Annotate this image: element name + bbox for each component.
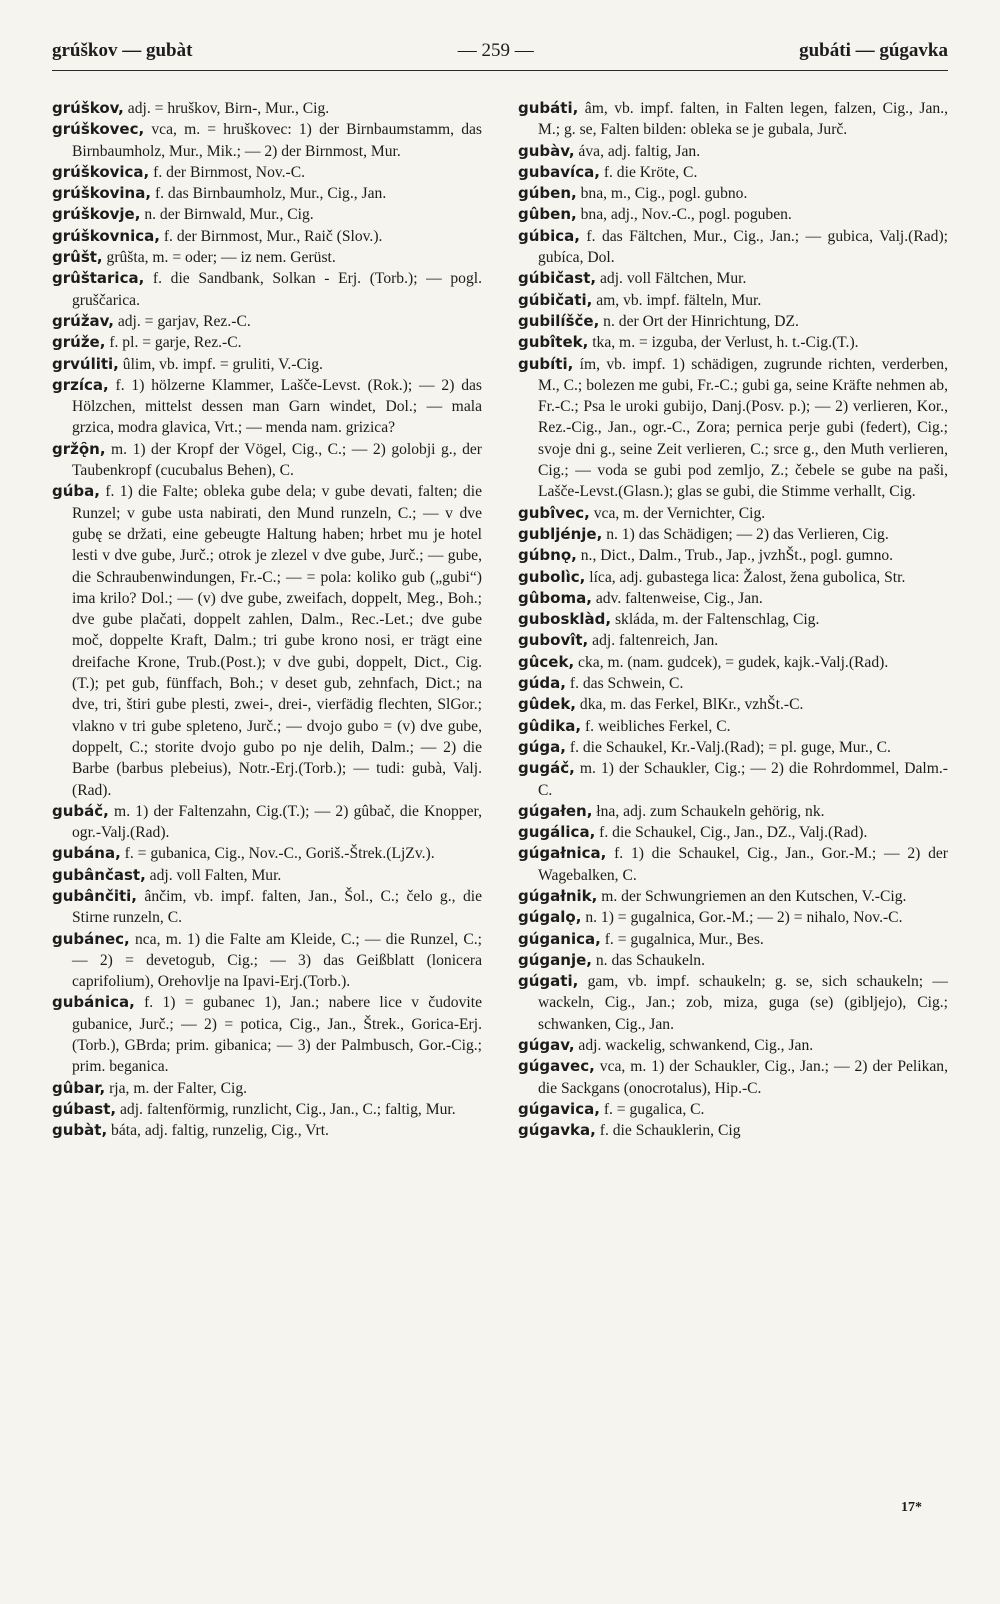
entry-definition: cka, m. (nam. gudcek), = gudek, kajk.-Valj.(Rad). (574, 653, 889, 671)
dictionary-entry (518, 311, 948, 332)
dictionary-entry (52, 268, 482, 311)
entry-definition: n., Dict., Dalm., Trub., Jap., jvzhŠt., pogl. gumno. (576, 547, 894, 565)
entry-headword: grzíca, (52, 375, 109, 394)
entry-definition: f. das Schwein, C. (565, 675, 684, 693)
dictionary-entry (52, 1120, 482, 1141)
entry-definition: f. 1) die Falte; obleka gube dela; v gube devati, falten; die Runzel; v gube usta nabirati, den Mund runzeln, C.; — v dve gubę se držati, eine gebeugte Haltung haben; hrbet mu je hotel lesti v dve gube, Jurč.; otrok je zlezel v dve gube, Jurč.; — gube, die Schraubenwindungen, Fr.-C.; — = pola: koliko gub („gubi“) ima krilo? Dol.; — (v) dve gube, zweifach, doppelt, Meg., Boh.; dve gube plačati, doppelt zahlen, Dalm., Rec.-Let.; dve gube moč, doppelte Kraft, Dalm.; tri gube krono nosi, er trägt eine dreifache Krone, Trub.(Post.); v dve gubi, doppelt, Dict., Cig.(T.); pet gub, fünffach, Boh.; v deset gub, zehnfach, Dict.; na dve, tri, štiri gube plesti, zwei-, drei-, vierfädig flechten, SlGor.; vlakno v tri gube spleteno, Jurč.; — dvojo gubo = (v) dve gube, doppelt, C.; storite dvojo gubo po nje delih, Dalm.; — 2) die Barbe (barbus plebeius), Notr.-Erj.(Torb.); — tudi: gubà, Valj.(Rad). (72, 483, 482, 799)
entry-definition: nca, m. 1) die Falte am Kleide, C.; — die Runzel, C.; — 2) = devetogub, Cig.; — 3) das Geißblatt (lonicera caprifolium), Orehovlje na Ipavi-Erj.(Torb.). (72, 930, 482, 991)
entry-headword: grúškovina, (52, 184, 152, 203)
dictionary-entry (518, 822, 948, 843)
entry-headword: gúgavec, (518, 1057, 595, 1076)
signature-mark: 17* (901, 1500, 922, 1515)
entry-definition: áva, adj. faltig, Jan. (574, 142, 701, 160)
entry-headword: grúškovica, (52, 162, 150, 181)
entry-headword: gúgałnik, (518, 886, 598, 905)
entry-headword: grúškovje, (52, 205, 141, 224)
entry-definition: f. 1) = gubanec 1), Jan.; nabere lice v čudovite gubanice, Jurč.; — 2) = potica, Cig., Jan., Štrek., Gorica-Erj.(Torb.), GBrda; prim. gibanica; — 3) der Palmbusch, Gor.-Cig.; prim. beganica. (72, 994, 482, 1076)
entry-definition: f. pl. = garje, Rez.-C. (105, 334, 242, 352)
entry-headword: gubosklàd, (518, 610, 612, 629)
entry-headword: grúškov, (52, 99, 124, 117)
dictionary-entry (518, 98, 948, 141)
entry-headword: gúganica, (518, 929, 601, 948)
entry-headword: gúgav, (518, 1036, 575, 1055)
dictionary-entry (518, 652, 948, 673)
entry-definition: vca, m. der Vernichter, Cig. (589, 504, 766, 522)
entry-headword: gúgalǫ, (518, 908, 582, 927)
entry-headword: gubàt, (52, 1121, 108, 1140)
entry-headword: gúbica, (518, 226, 581, 245)
entry-headword: gúgałnica, (518, 844, 607, 863)
entry-definition: f. 1) hölzerne Klammer, Lašče-Levst. (Rok.); — 2) das Hölzchen, mittelst dessen man Garn windet, Dol.; — mala grzica, modra glavica, Vrt.; — menda nam. grizica? (72, 376, 482, 437)
entry-headword: gubavíca, (518, 162, 600, 181)
entry-definition: m. 1) der Schaukler, Cig.; — 2) die Rohrdommel, Dalm.-C. (538, 760, 948, 799)
entry-definition: âm, vb. impf. falten, in Falten legen, falzen, Cig., Jan., M.; g. se, Falten bilden: obleka se je gubala, Jurč. (538, 100, 948, 139)
entry-headword: grûšt, (52, 248, 103, 267)
entry-headword: gugálica, (518, 823, 596, 842)
entry-definition: tka, m. = izguba, der Verlust, h. t.-Cig.(T.). (588, 334, 859, 352)
entry-headword: gúgavka, (518, 1121, 596, 1140)
entry-definition: dka, m. das Ferkel, BlKr., vzhŠt.-C. (576, 696, 804, 714)
entry-definition: rja, m. der Falter, Cig. (105, 1079, 248, 1097)
entry-definition: adj. faltenförmig, runzlicht, Cig., Jan., C.; faltig, Mur. (116, 1100, 456, 1118)
dictionary-entry (52, 843, 482, 864)
page-number: — 259 — (457, 40, 534, 61)
entry-headword: gubáč, (52, 801, 109, 820)
entry-headword: gúba, (52, 482, 100, 501)
dictionary-entry (52, 1078, 482, 1099)
entry-headword: grúžav, (52, 311, 114, 330)
entry-definition: f. die Sandbank, Solkan - Erj. (Torb.); — pogl. gruščarica. (72, 270, 482, 309)
entry-headword: gubàv, (518, 141, 575, 160)
entry-definition: f. = gugalica, C. (599, 1100, 705, 1118)
dictionary-entry (518, 588, 948, 609)
dictionary-entry (518, 801, 948, 822)
header-right-guide: gubáti — gúgavka (799, 40, 948, 61)
entry-headword: grúškovnica, (52, 226, 160, 245)
entry-definition: f. = gubanica, Cig., Nov.-C., Goriš.-Štrek.(LjZv.). (120, 845, 435, 863)
entry-headword: gubîtek, (518, 333, 589, 352)
right-column (518, 98, 948, 1142)
entry-definition: f. = gugalnica, Mur., Bes. (600, 930, 764, 948)
entry-definition: f. weibliches Ferkel, C. (581, 717, 731, 735)
dictionary-entry (518, 162, 948, 183)
dictionary-entry (518, 716, 948, 737)
entry-definition: n. der Birnwald, Mur., Cig. (140, 206, 314, 224)
entry-definition: łna, adj. zum Schaukeln gehörig, nk. (592, 802, 825, 820)
entry-definition: f. die Schaukel, Kr.-Valj.(Rad); = pl. guge, Mur., C. (565, 738, 891, 756)
dictionary-entry (52, 992, 482, 1077)
entry-headword: gúbičati, (518, 290, 593, 309)
entry-definition: n. 1) das Schädigen; — 2) das Verlieren, Cig. (602, 525, 889, 543)
entry-definition: adj. = garjav, Rez.-C. (113, 312, 251, 330)
dictionary-entry (518, 1056, 948, 1099)
entry-headword: gubolìc, (518, 567, 586, 586)
dictionary-entry (518, 1099, 948, 1120)
entry-headword: gugáč, (518, 759, 575, 778)
entry-headword: gúben, (518, 184, 577, 203)
entry-headword: gubânčast, (52, 865, 146, 884)
entry-headword: gûben, (518, 205, 577, 224)
dictionary-entry (52, 183, 482, 204)
entry-definition: f. die Kröte, C. (599, 163, 698, 181)
entry-definition: n. das Schaukeln. (591, 951, 706, 969)
entry-headword: grúškovec, (52, 120, 145, 139)
entry-definition: f. das Fältchen, Mur., Cig., Jan.; — gubica, Valj.(Rad); gubíca, Dol. (538, 227, 948, 267)
dictionary-entry (518, 290, 948, 311)
entry-headword: gubánec, (52, 929, 130, 948)
dictionary-entry (52, 226, 482, 247)
entry-definition: báta, adj. faltig, runzelig, Cig., Vrt. (107, 1122, 329, 1140)
entry-headword: gubîvec, (518, 503, 590, 522)
dictionary-entry (52, 375, 482, 439)
dictionary-entry (518, 567, 948, 588)
entry-headword: gúbnǫ, (518, 546, 577, 565)
entry-definition: gam, vb. impf. schaukeln; g. se, sich schaukeln; — wackeln, Cig., Jan.; zob, miza, guga (se) (gibljejo), Cig.; schwanken, Cig., Jan. (538, 973, 948, 1033)
entry-headword: gúda, (518, 674, 566, 693)
entry-definition: adj. = hruškov, Birn-, Mur., Cig. (123, 100, 330, 117)
dictionary-entry (518, 950, 948, 971)
entry-definition: bna, adj., Nov.-C., pogl. poguben. (576, 206, 792, 224)
entry-definition: ânčim, vb. impf. falten, Jan., Šol., C.; čelo g., die Stirne runzeln, C. (72, 887, 482, 927)
dictionary-entry (518, 354, 948, 503)
dictionary-entry (518, 332, 948, 353)
entry-definition: skláda, m. der Faltenschlag, Cig. (611, 611, 820, 629)
entry-headword: gúgavica, (518, 1099, 600, 1118)
dictionary-entry (52, 98, 482, 119)
entry-definition: adj. wackelig, schwankend, Cig., Jan. (574, 1037, 814, 1055)
dictionary-entry (518, 673, 948, 694)
dictionary-entry (52, 162, 482, 183)
dictionary-entry (52, 247, 482, 268)
dictionary-entry (518, 886, 948, 907)
dictionary-entry (518, 737, 948, 758)
entry-definition: f. der Birnmost, Nov.-C. (149, 163, 306, 181)
dictionary-entry (52, 481, 482, 800)
dictionary-entry (52, 311, 482, 332)
dictionary-entry (518, 929, 948, 950)
dictionary-entry (518, 1120, 948, 1141)
dictionary-entry (518, 1035, 948, 1056)
entry-definition: líca, adj. gubastega lica: Žalost, žena gubolica, Str. (585, 568, 906, 586)
entry-definition: m. 1) der Kropf der Vögel, Cig., C.; — 2) golobji g., der Taubenkropf (cucubalus Behen), C. (72, 440, 482, 480)
entry-headword: gubíti, (518, 354, 574, 373)
entry-definition: ûlim, vb. impf. = gruliti, V.-Cig. (118, 355, 323, 373)
dictionary-entry (518, 268, 948, 289)
dictionary-entry (518, 545, 948, 566)
entry-headword: gúgałen, (518, 801, 593, 820)
entry-headword: gûbar, (52, 1078, 106, 1097)
entry-definition: f. die Schaukel, Cig., Jan., DZ., Valj.(Rad). (595, 824, 868, 842)
dictionary-entry (518, 971, 948, 1035)
dictionary-entry (518, 758, 948, 801)
entry-definition: f. das Birnbaumholz, Mur., Cig., Jan. (151, 185, 387, 203)
entry-headword: grvúliti, (52, 354, 119, 373)
dictionary-entry (52, 354, 482, 375)
entry-headword: gubáti, (518, 99, 579, 117)
entry-headword: gûcek, (518, 652, 575, 671)
dictionary-entry (52, 332, 482, 353)
dictionary-entry (518, 609, 948, 630)
entry-headword: gûdek, (518, 695, 577, 714)
dictionary-entry (518, 630, 948, 651)
entry-definition: n. der Ort der Hinrichtung, DZ. (599, 312, 799, 330)
entry-headword: gûdika, (518, 716, 582, 735)
entry-headword: gubána, (52, 844, 121, 863)
dictionary-entry (52, 439, 482, 482)
entry-headword: gržǫ̑n, (52, 439, 106, 458)
entry-headword: gúgati, (518, 972, 579, 991)
entry-headword: gûboma, (518, 588, 592, 607)
dictionary-entry (518, 183, 948, 204)
entry-definition: vca, m. = hruškovec: 1) der Birnbaumstamm, das Birnbaumholz, Mur., Mik.; — 2) der Birnmost, Mur. (72, 121, 482, 160)
entry-definition: adj. voll Falten, Mur. (145, 866, 282, 884)
dictionary-entry (52, 929, 482, 993)
dictionary-entry (518, 907, 948, 928)
dictionary-entry (518, 503, 948, 524)
entry-headword: gubânčiti, (52, 886, 137, 905)
dictionary-entry (52, 865, 482, 886)
entry-headword: grúže, (52, 333, 106, 352)
dictionary-entry (52, 119, 482, 162)
entry-headword: gubljénje, (518, 524, 603, 543)
entry-headword: gubánica, (52, 993, 135, 1012)
dictionary-entry (518, 524, 948, 545)
entry-headword: gúbičast, (518, 269, 597, 288)
entry-definition: m. 1) der Faltenzahn, Cig.(T.); — 2) gûbač, die Knopper, ogr.-Valj.(Rad). (72, 802, 482, 842)
entry-definition: adj. faltenreich, Jan. (588, 632, 719, 650)
entry-headword: gubilíšče, (518, 311, 600, 330)
entry-definition: am, vb. impf. fälteln, Mur. (592, 291, 762, 309)
dictionary-entry (518, 204, 948, 225)
dictionary-entry (52, 886, 482, 929)
entry-definition: bna, m., Cig., pogl. gubno. (576, 185, 748, 203)
entry-definition: f. die Schauklerin, Cig (595, 1122, 741, 1140)
entry-headword: gúganje, (518, 950, 592, 969)
entry-headword: grûštarica, (52, 269, 145, 288)
dictionary-entry (52, 1099, 482, 1120)
dictionary-entry (518, 843, 948, 886)
entry-definition: adv. faltenweise, Cig., Jan. (591, 589, 763, 607)
left-column (52, 98, 482, 1142)
page-header (52, 32, 948, 71)
entry-definition: grûšta, m. = oder; — iz nem. Gerüst. (102, 249, 336, 267)
entry-definition: f. 1) die Schaukel, Cig., Jan., Gor.-M.; — 2) der Wagebalken, C. (538, 845, 948, 884)
dictionary-entry (52, 204, 482, 225)
entry-headword: gubovît, (518, 631, 589, 650)
header-left-guide: grúškov — gubàt (52, 40, 193, 61)
entry-definition: vca, m. 1) der Schaukler, Cig., Jan.; — 2) der Pelikan, die Sackgans (onocrotalus), Hip.-C. (538, 1058, 948, 1097)
entry-definition: ím, vb. impf. 1) schädigen, zugrunde richten, verderben, M., C.; bolezen me gubi, Fr.-C.; gubi ga, seine Kräfte nehmen ab, Fr.-C.; Psa le uroki gubijo, Danj.(Posv. p.); — 2) verlieren, Kor., Rez.-Cig., Jan., ogr.-C., Zora; pernica perje gubi (federt), Cig.; svoje dni g., seine Zeit verlieren, C.; srce g., den Muth verlieren, Cig.; — voda se gubi pod zemljo, Z.; čebele se gube na paši, Lašče-Levst.(Glasn.); glas se gubi, die Stimme verhallt, Cig. (538, 355, 948, 501)
dictionary-entry (518, 141, 948, 162)
entry-headword: gúbast, (52, 1099, 117, 1118)
dictionary-entry (518, 694, 948, 715)
dictionary-entry (518, 226, 948, 269)
entry-definition: f. der Birnmost, Mur., Raič (Slov.). (159, 227, 383, 245)
entry-definition: m. der Schwungriemen an den Kutschen, V.-Cig. (597, 887, 907, 905)
entry-definition: n. 1) = gugalnica, Gor.-M.; — 2) = nihalo, Nov.-C. (581, 909, 903, 927)
dictionary-entry (52, 801, 482, 844)
entry-headword: gúga, (518, 737, 566, 756)
entry-definition: adj. voll Fältchen, Mur. (596, 270, 747, 288)
